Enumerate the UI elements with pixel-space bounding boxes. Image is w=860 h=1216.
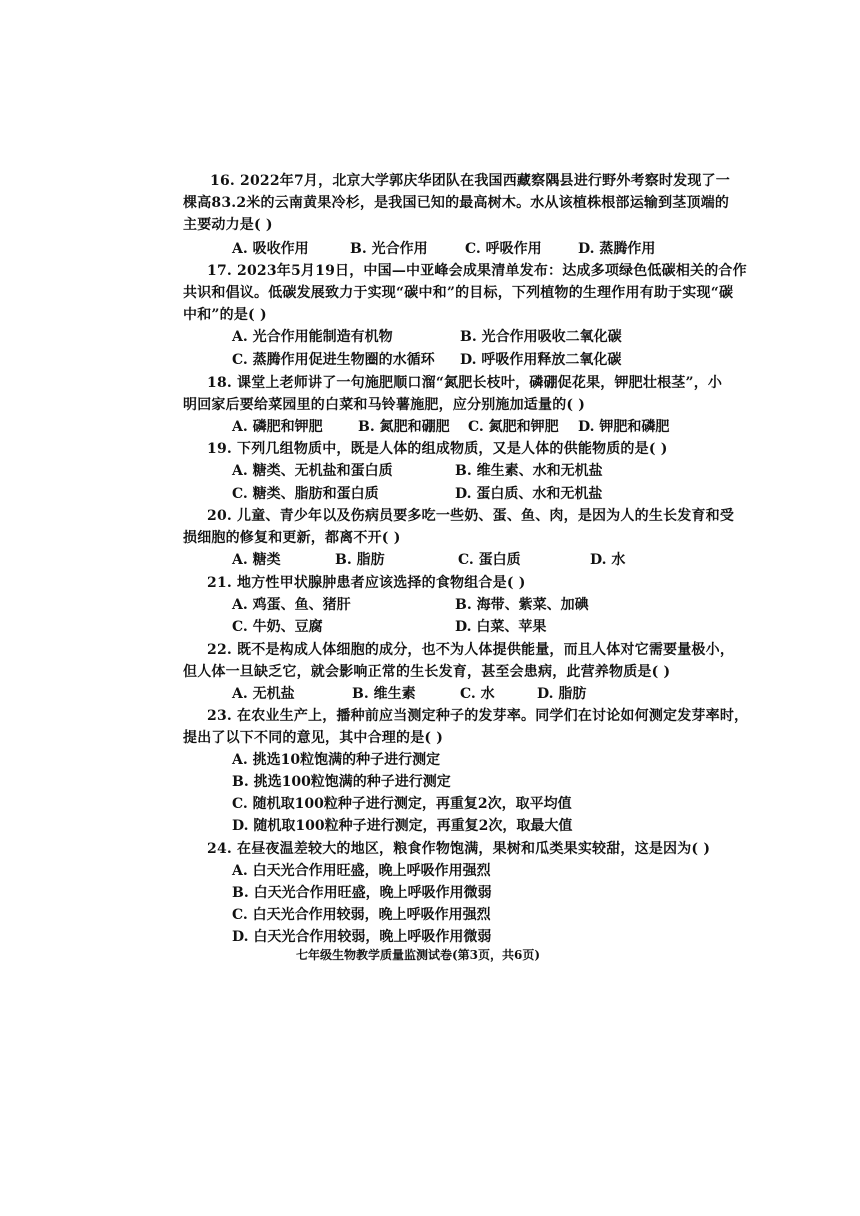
q24-option-c: C. 白天光合作用较弱，晚上呼吸作用强烈: [232, 907, 491, 923]
q16-option-c: C. 呼吸作用: [465, 241, 542, 257]
q24-stem-line-1: 24. 在昼夜温差较大的地区，粮食作物饱满，果树和瓜类果实较甜，这是因为( ): [207, 841, 711, 857]
q23-option-c: C. 随机取100粒种子进行测定，再重复2次，取平均值: [232, 796, 572, 812]
q22-option-c: C. 水: [460, 686, 495, 702]
q18-option-a: A. 磷肥和钾肥: [232, 419, 323, 435]
q17-option-c: C. 蒸腾作用促进生物圈的水循环: [232, 352, 435, 368]
q19-option-b: B. 维生素、水和无机盐: [455, 463, 603, 479]
q22-stem-line-1: 22. 既不是构成人体细胞的成分，也不为人体提供能量，而且人体对它需要量极小，: [207, 642, 735, 658]
q21-option-d: D. 白菜、苹果: [455, 619, 547, 635]
q20-stem-line-2: 损细胞的修复和更新，都离不开( ): [183, 530, 401, 546]
q23-option-d: D. 随机取100粒种子进行测定，再重复2次，取最大值: [232, 818, 573, 834]
q17-stem-line-2: 共识和倡议。低碳发展致力于实现“碳中和”的目标，下列植物的生理作用有助于实现“碳: [183, 285, 734, 301]
q20-option-d: D. 水: [590, 552, 626, 568]
q16-option-a: A. 吸收作用: [232, 241, 309, 257]
q16-option-d: D. 蒸腾作用: [578, 241, 656, 257]
q20-option-b: B. 脂肪: [335, 552, 385, 568]
page-footer: 七年级生物教学质量监测试卷(第3页，共6页): [296, 948, 541, 962]
q16-stem-line-2: 棵高83.2米的云南黄果冷杉，是我国已知的最高树木。水从该植株根部运输到茎顶端的: [183, 195, 730, 211]
q17-stem-line-1: 17. 2023年5月19日，中国—中亚峰会成果清单发布：达成多项绿色低碳相关的合作: [207, 263, 747, 279]
q23-stem-line-1: 23. 在农业生产上，播种前应当测定种子的发芽率。同学们在讨论如何测定发芽率时，: [207, 708, 749, 724]
q22-stem-line-2: 但人体一旦缺乏它，就会影响正常的生长发育，甚至会患病，此营养物质是( ): [183, 664, 671, 680]
q20-option-c: C. 蛋白质: [458, 552, 521, 568]
q16-option-b: B. 光合作用: [350, 241, 428, 257]
q17-stem-line-3: 中和”的是( ): [183, 307, 267, 323]
q19-option-d: D. 蛋白质、水和无机盐: [455, 486, 603, 502]
q18-option-b: B. 氮肥和硼肥: [358, 419, 450, 435]
q19-stem-line-1: 19. 下列几组物质中，既是人体的组成物质，又是人体的供能物质的是( ): [207, 441, 668, 457]
q17-option-b: B. 光合作用吸收二氧化碳: [460, 329, 622, 345]
q24-option-a: A. 白天光合作用旺盛，晚上呼吸作用强烈: [232, 863, 491, 879]
q18-option-c: C. 氮肥和钾肥: [468, 419, 559, 435]
q21-option-b: B. 海带、紫菜、加碘: [455, 597, 589, 613]
q19-option-c: C. 糖类、脂肪和蛋白质: [232, 486, 379, 502]
q23-stem-line-2: 提出了以下不同的意见，其中合理的是( ): [183, 730, 444, 746]
q17-option-a: A. 光合作用能制造有机物: [232, 329, 393, 345]
q22-option-a: A. 无机盐: [232, 686, 295, 702]
q21-option-a: A. 鸡蛋、鱼、猪肝: [232, 597, 351, 613]
q16-stem-line-3: 主要动力是( ): [183, 217, 273, 233]
q24-option-d: D. 白天光合作用较弱，晚上呼吸作用微弱: [232, 929, 492, 945]
q17-option-d: D. 呼吸作用释放二氧化碳: [460, 352, 622, 368]
q23-option-a: A. 挑选10粒饱满的种子进行测定: [232, 752, 441, 768]
q18-stem-line-1: 18. 课堂上老师讲了一句施肥顺口溜“氮肥长枝叶，磷硼促花果，钾肥壮根茎”，小: [207, 375, 723, 391]
q22-option-b: B. 维生素: [352, 686, 416, 702]
q19-option-a: A. 糖类、无机盐和蛋白质: [232, 463, 393, 479]
q22-option-d: D. 脂肪: [537, 686, 587, 702]
q21-stem-line-1: 21. 地方性甲状腺肿患者应该选择的食物组合是( ): [207, 575, 526, 591]
q23-option-b: B. 挑选100粒饱满的种子进行测定: [232, 774, 451, 790]
q21-option-c: C. 牛奶、豆腐: [232, 619, 323, 635]
q20-option-a: A. 糖类: [232, 552, 281, 568]
q18-option-d: D. 钾肥和磷肥: [578, 419, 670, 435]
q18-stem-line-2: 明回家后要给菜园里的白菜和马铃薯施肥，应分别施加适量的( ): [183, 397, 586, 413]
q16-stem-line-1: 16. 2022年7月，北京大学郭庆华团队在我国西藏察隅县进行野外考察时发现了一: [210, 173, 730, 189]
q24-option-b: B. 白天光合作用旺盛，晚上呼吸作用微弱: [232, 885, 492, 901]
q20-stem-line-1: 20. 儿童、青少年以及伤病员要多吃一些奶、蛋、鱼、肉，是因为人的生长发育和受: [207, 508, 735, 524]
